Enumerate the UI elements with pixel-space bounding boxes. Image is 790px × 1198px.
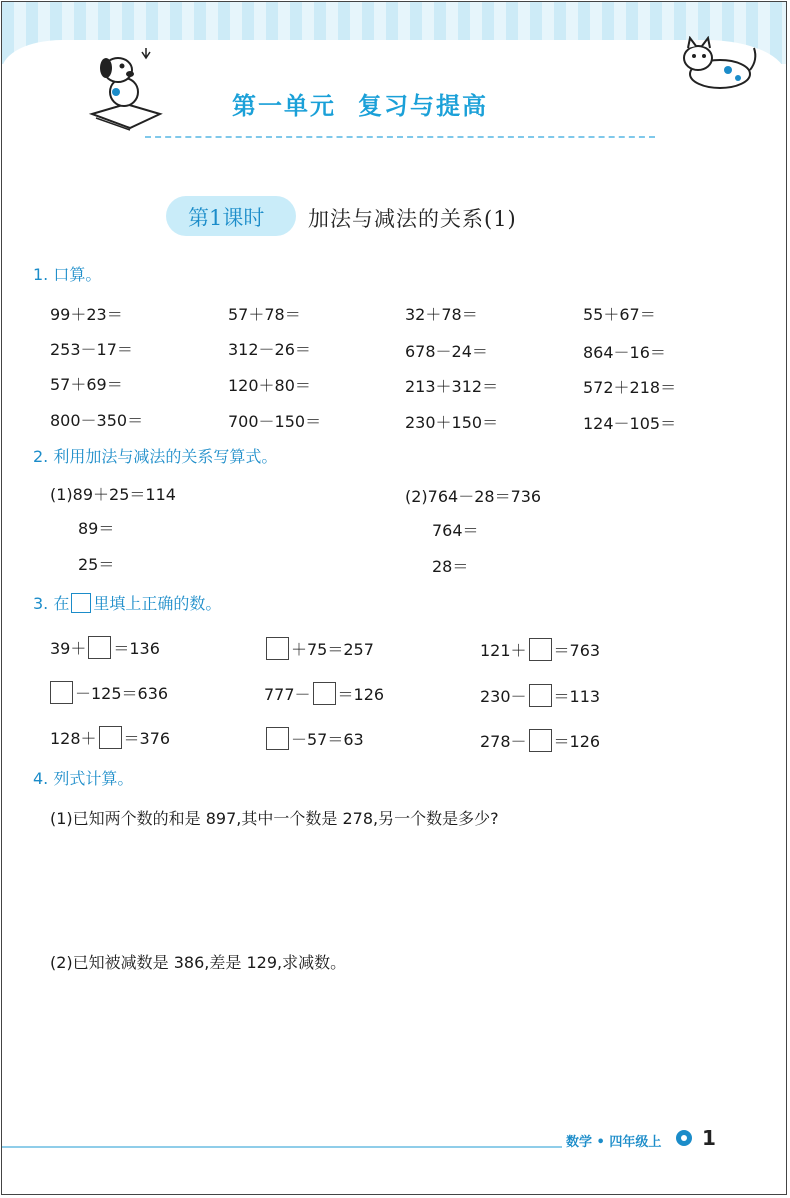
fill-item: [264, 682, 384, 705]
oral-item: 213＋312＝: [405, 377, 499, 396]
section-3-title-a: 3. 在: [33, 594, 70, 613]
oral-item: 57＋69＝: [50, 375, 123, 394]
fill-item: [264, 637, 374, 660]
answer-box[interactable]: [529, 638, 552, 661]
oral-item: 864－16＝: [583, 343, 666, 362]
fill-text: 278－: [480, 732, 527, 751]
answer-box[interactable]: [88, 636, 111, 659]
fill-text: ＝126: [337, 685, 385, 704]
lesson-number: 第1课时: [188, 206, 265, 230]
fill-text: ＝376: [123, 729, 171, 748]
oral-item: 124－105＝: [583, 414, 677, 433]
oral-item: 57＋78＝: [228, 305, 301, 324]
page-number: 1: [702, 1126, 716, 1150]
oral-item: 800－350＝: [50, 411, 144, 430]
footer-book-title: 数学 • 四年级上: [566, 1135, 662, 1150]
fill-text: ＝763: [553, 641, 601, 660]
fill-text: ＝126: [553, 732, 601, 751]
fill-text: ＋75＝257: [291, 640, 374, 659]
relation-answer: 89＝: [78, 519, 115, 538]
section-3-title-b: 里填上正确的数。: [93, 594, 222, 613]
dog-reading-icon: [86, 44, 166, 134]
relation-answer: 28＝: [432, 557, 469, 576]
footer-bullet-icon: [676, 1130, 692, 1146]
fill-text: 121＋: [480, 641, 527, 660]
cat-lying-icon: [680, 36, 760, 98]
oral-item: 99＋23＝: [50, 305, 123, 324]
answer-box[interactable]: [529, 684, 552, 707]
unit-subtitle: 复习与提高: [358, 92, 488, 120]
fill-item: [50, 636, 160, 659]
fill-item: [264, 727, 364, 750]
answer-box-icon: [71, 593, 91, 613]
section-1-title: 1. 口算。: [33, 265, 102, 284]
fill-text: 128＋: [50, 729, 97, 748]
section-3-title: [33, 591, 221, 614]
answer-box[interactable]: [99, 726, 122, 749]
oral-item: 230＋150＝: [405, 413, 499, 432]
answer-box[interactable]: [529, 729, 552, 752]
word-problem-1: (1)已知两个数的和是 897,其中一个数是 278,另一个数是多少?: [50, 809, 499, 828]
answer-box[interactable]: [313, 682, 336, 705]
fill-text: －57＝63: [291, 730, 364, 749]
fill-item: [480, 638, 600, 661]
oral-item: 32＋78＝: [405, 305, 478, 324]
footer-line: [2, 1128, 562, 1148]
fill-item: [480, 729, 600, 752]
word-problem-2: (2)已知被减数是 386,差是 129,求减数。: [50, 953, 347, 972]
fill-item: [50, 726, 170, 749]
oral-item: 572＋218＝: [583, 378, 677, 397]
fill-text: 777－: [264, 685, 311, 704]
relation-answer: 25＝: [78, 555, 115, 574]
relation-equation-1: (1)89＋25＝114: [50, 485, 176, 504]
answer-box[interactable]: [266, 637, 289, 660]
oral-item: 120＋80＝: [228, 376, 311, 395]
oral-item: 700－150＝: [228, 412, 322, 431]
oral-item: 678－24＝: [405, 342, 488, 361]
lesson-title: 加法与减法的关系(1): [308, 207, 517, 231]
section-4-title: 4. 列式计算。: [33, 769, 134, 788]
fill-text: ＝136: [113, 639, 160, 658]
oral-item: 312－26＝: [228, 340, 311, 359]
fill-text: 39＋: [50, 639, 87, 658]
fill-item: [480, 684, 600, 707]
fill-text: ＝113: [553, 687, 601, 706]
answer-box[interactable]: [266, 727, 289, 750]
header-divider: [145, 136, 655, 138]
relation-equation-2: (2)764－28＝736: [405, 487, 542, 506]
fill-text: 230－: [480, 687, 527, 706]
lesson-tag: [166, 196, 296, 236]
oral-item: 253－17＝: [50, 340, 133, 359]
answer-box[interactable]: [50, 681, 73, 704]
unit-number: 第一单元: [232, 92, 336, 120]
fill-item: [48, 681, 168, 704]
unit-title: [232, 86, 488, 121]
section-2-title: 2. 利用加法与减法的关系写算式。: [33, 447, 278, 466]
oral-item: 55＋67＝: [583, 305, 656, 324]
fill-text: －125＝636: [75, 684, 169, 703]
relation-answer: 764＝: [432, 521, 479, 540]
